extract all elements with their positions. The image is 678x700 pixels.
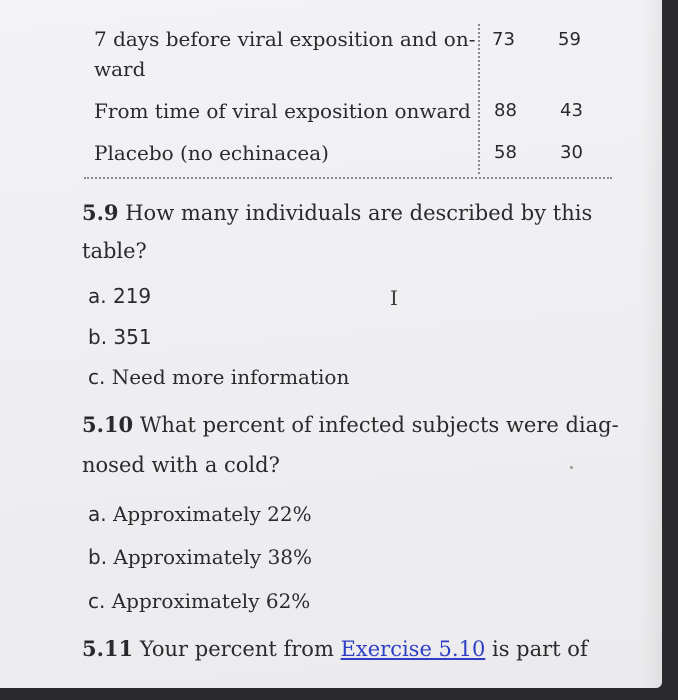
answer-option[interactable] (88, 282, 151, 310)
question-text-tail: is part of (492, 637, 588, 661)
table-cell: 58 (494, 142, 517, 163)
question-text-continued: table? (82, 239, 147, 263)
option-letter: a. (88, 284, 107, 308)
question-5-10 (82, 406, 642, 444)
question-number: 5.9 (82, 200, 119, 225)
option-text: Need more information (111, 365, 350, 389)
option-text: Approximately 22% (112, 502, 312, 526)
table-row-label: Placebo (no echinacea) (94, 141, 329, 165)
option-letter: b. (88, 325, 108, 349)
option-letter: b. (88, 545, 108, 569)
page-shadow (640, 0, 662, 688)
table-row-label: 7 days before viral exposition and on- (94, 27, 476, 51)
answer-option[interactable] (88, 587, 310, 615)
option-text: 351 (113, 325, 152, 349)
table-column-divider (478, 24, 480, 174)
option-letter: a. (88, 502, 107, 526)
table-bottom-rule (84, 177, 612, 179)
table-cell: 43 (560, 100, 583, 121)
text-cursor-icon: I (390, 286, 398, 310)
question-text: Your percent from (139, 637, 334, 661)
question-number: 5.11 (82, 636, 134, 661)
table-cell: 59 (558, 29, 581, 50)
option-text: Approximately 38% (113, 545, 313, 569)
answer-option[interactable] (88, 543, 312, 571)
option-text: Approximately 62% (111, 589, 311, 613)
option-text: 219 (112, 284, 152, 308)
paper-speck (570, 466, 573, 469)
answer-option[interactable] (88, 323, 152, 351)
option-letter: c. (88, 365, 106, 389)
table-cell: 88 (494, 100, 517, 121)
question-5-11 (82, 630, 642, 668)
answer-option[interactable] (88, 363, 349, 391)
question-number: 5.10 (82, 412, 134, 437)
question-text-continued: nosed with a cold? (82, 453, 280, 477)
question-text: How many individuals are described by this (125, 201, 593, 225)
table-cell: 73 (492, 29, 515, 50)
table-row-label: From time of viral exposition onward (94, 99, 471, 123)
question-text: What percent of infected subjects were diag- (139, 413, 619, 437)
option-letter: c. (88, 589, 106, 613)
answer-option[interactable] (88, 500, 312, 528)
table-cell: 30 (560, 142, 583, 163)
question-5-9 (82, 194, 642, 232)
exercise-link[interactable]: Exercise 5.10 (340, 637, 486, 661)
table-row-label-continued: ward (94, 57, 146, 81)
